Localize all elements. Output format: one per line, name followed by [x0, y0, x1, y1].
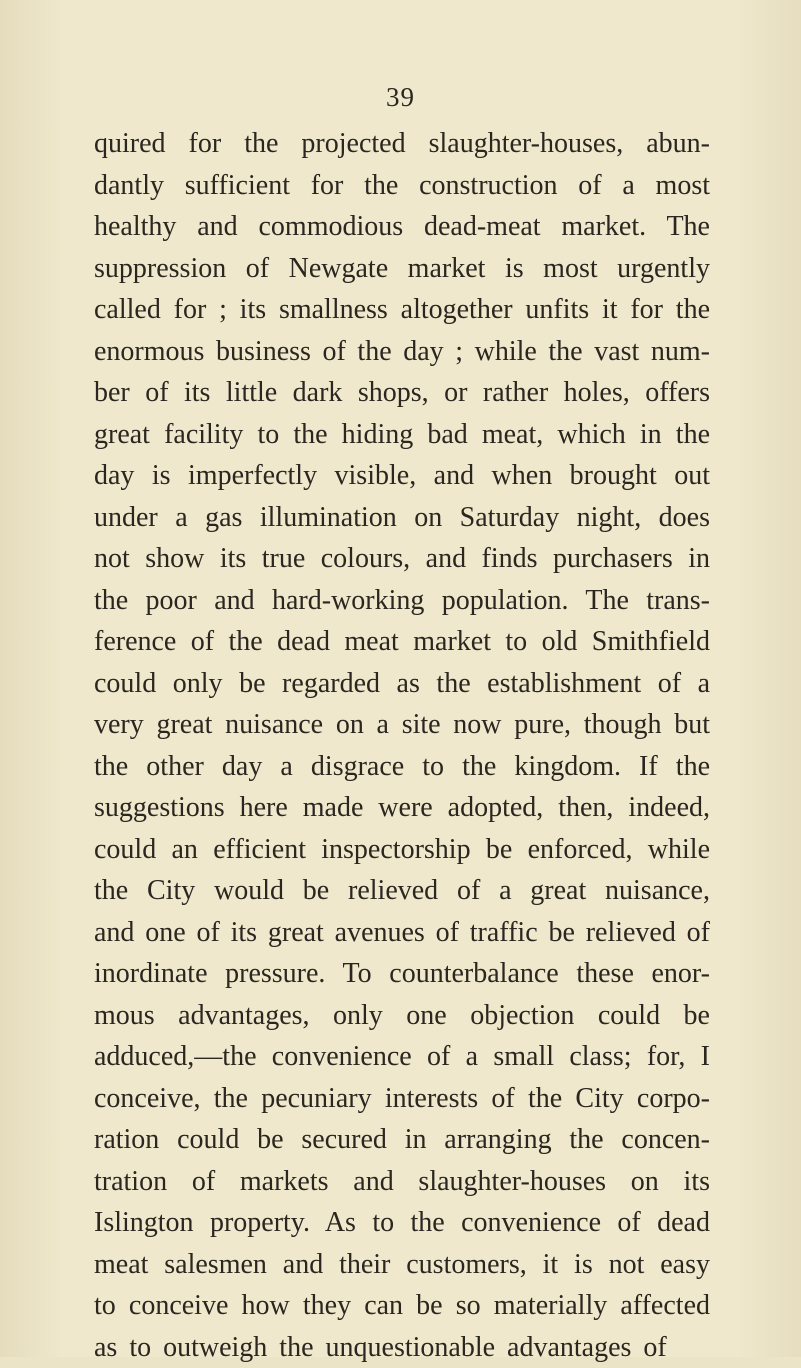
- text-line: the other day a disgrace to the kingdom. If the: [94, 746, 710, 788]
- text-line: could an efficient inspectorship be enforced, while: [94, 829, 710, 871]
- text-line: could only be regarded as the establishment of a: [94, 663, 710, 705]
- text-line: quired for the projected slaughter-houses, abun-: [94, 123, 710, 165]
- text-line: great facility to the hiding bad meat, which in the: [94, 414, 710, 456]
- text-line: enormous business of the day ; while the vast num-: [94, 331, 710, 373]
- text-line: ference of the dead meat market to old Smithfield: [94, 621, 710, 663]
- text-line: mous advantages, only one objection could be: [94, 995, 710, 1037]
- text-line: conceive, the pecuniary interests of the City corpo-: [94, 1078, 710, 1120]
- page-number: 39: [0, 82, 801, 113]
- text-line: to conceive how they can be so materially affected: [94, 1285, 710, 1327]
- text-line: not show its true colours, and finds purchasers in: [94, 538, 710, 580]
- text-line: the poor and hard-working population. The trans-: [94, 580, 710, 622]
- text-line: under a gas illumination on Saturday night, does: [94, 497, 710, 539]
- text-line: very great nuisance on a site now pure, though but: [94, 704, 710, 746]
- text-line: suggestions here made were adopted, then, indeed,: [94, 787, 710, 829]
- text-line: inordinate pressure. To counterbalance these enor-: [94, 953, 710, 995]
- text-line: ber of its little dark shops, or rather holes, offers: [94, 372, 710, 414]
- text-line: ration could be secured in arranging the concen-: [94, 1119, 710, 1161]
- text-line: the City would be relieved of a great nuisance,: [94, 870, 710, 912]
- text-line: day is imperfectly visible, and when brought out: [94, 455, 710, 497]
- text-line: called for ; its smallness altogether unfits it for the: [94, 289, 710, 331]
- text-line: suppression of Newgate market is most urgently: [94, 248, 710, 290]
- text-line: meat salesmen and their customers, it is not easy: [94, 1244, 710, 1286]
- text-line: Islington property. As to the convenience of dead: [94, 1202, 710, 1244]
- text-line: as to outweigh the unquestionable advantages of: [94, 1327, 710, 1368]
- text-line: and one of its great avenues of traffic be relieved of: [94, 912, 710, 954]
- text-line: tration of markets and slaughter-houses on its: [94, 1161, 710, 1203]
- body-text: [94, 123, 710, 1368]
- text-line: dantly sufficient for the construction of a most: [94, 165, 710, 207]
- text-line: adduced,—the convenience of a small class; for, I: [94, 1036, 710, 1078]
- text-line: healthy and commodious dead-meat market. The: [94, 206, 710, 248]
